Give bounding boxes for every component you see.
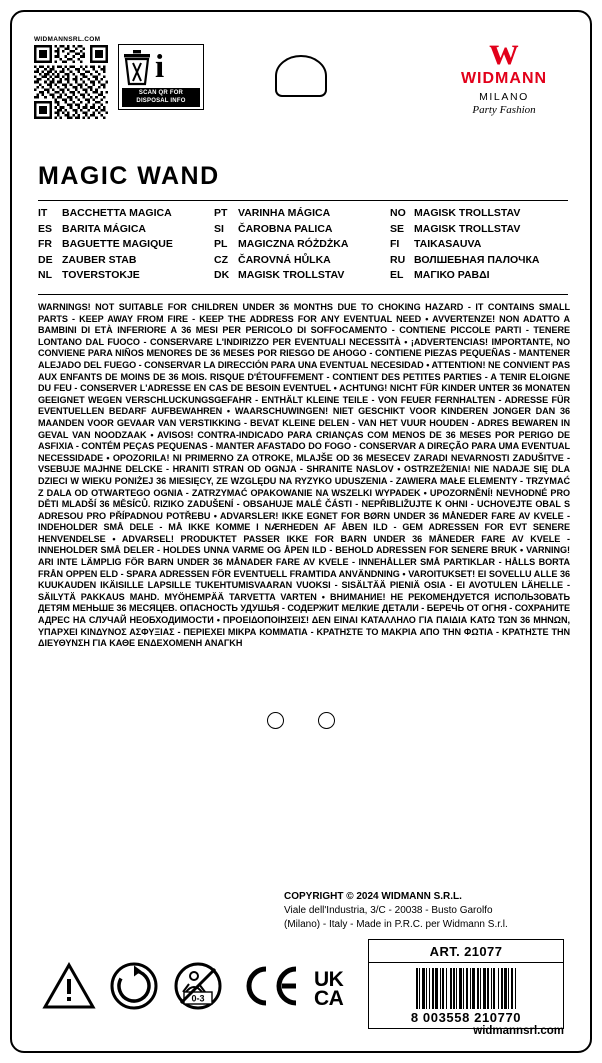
qr-url-label: WIDMANNSRL.COM [34, 36, 101, 43]
brand-logo [444, 28, 564, 116]
divider-bottom [38, 294, 568, 295]
language-row [390, 206, 568, 222]
language-row [38, 237, 214, 253]
language-row [390, 222, 568, 238]
language-row [390, 268, 568, 284]
language-code: SE [390, 222, 405, 235]
language-row [38, 268, 214, 284]
language-name: ΜΑΓΙΚΟ ΡΑΒΔΙ [414, 269, 490, 281]
hang-hole-cutout [253, 36, 349, 110]
language-code: ES [38, 222, 53, 235]
language-code: SI [214, 222, 224, 235]
ukca-line-2: CA [314, 986, 344, 1010]
qr-block [34, 36, 112, 119]
language-code: DE [38, 253, 53, 266]
language-code: IT [38, 207, 48, 219]
disposal-info-block [118, 44, 204, 110]
language-name: MAGISK TROLLSTAV [414, 222, 521, 235]
language-row [38, 206, 214, 222]
language-row [38, 253, 214, 269]
divider-top [38, 200, 568, 201]
product-label-card [10, 10, 592, 1053]
language-code: NL [38, 269, 52, 281]
language-name: MAGISK TROLLSTAV [238, 269, 345, 281]
ean-number: 8 003558 210770 [410, 1010, 522, 1025]
barcode-block [368, 939, 564, 1029]
language-name: ČAROBNA PALICA [238, 222, 333, 235]
language-name: TAIKASAUVA [414, 238, 482, 250]
language-row [214, 222, 390, 238]
language-code: NO [390, 207, 406, 219]
language-code: RU [390, 253, 406, 266]
language-list [38, 206, 568, 284]
language-column-1 [38, 206, 214, 284]
brand-name: WIDMANN [460, 70, 548, 87]
language-code: PL [214, 238, 228, 250]
language-row [214, 206, 390, 222]
language-column-3 [390, 206, 568, 284]
language-column-2 [214, 206, 390, 284]
language-row [214, 268, 390, 284]
multilingual-warnings-text: WARNINGS! NOT SUITABLE FOR CHILDREN UNDER 36 MONTHS DUE TO CHOKING HAZARD - IT CONTAINS SMALL PARTS - KEEP AWAY FROM FIRE - KEEP THE ADDRESS FOR ANY EVENTUAL NEED • AVVERTENZE! NON ADATTO A BAMBINI DI ETÀ INFERIORE A 36 MESI PER PERICOLO DI SOFFOCAMENTO - CONTIENE PICCOLE PARTI - TENERE LONTANO DAL FUOCO - CONSERVARE L'INDIRIZZO PER EVENTUALI NECESSITÀ • ¡ADVERTENCIAS! IMPORTANTE, NO CONVIENE PARA NIÑOS MENORES DE 36 MESES POR RIESGO DE AHOGO - CONTIENE PIEZAS PEQUEÑAS - MANTENER ALEJADO DEL FUEGO - CONSERVAR LA DIRECCIÓN PARA UNA EVENTUAL NECESIDAD • ATTENTION! NE CONVIENT PAS AUX ENFANTS DE MOINS DE 36 MOIS. RISQUE D'ÉTOUFFEMENT - CONTIENT DES PETITES PARTIES - A TENIR ELOIGNE DU FEU - CONSERVER L'ADRESSE EN CAS DE BESOIN EVENTUEL • ACHTUNG! NICHT FÜR KINDER UNTER 36 MONATEN GEEIGNET WEGEN VERSCHLUCKUNGSGEFAHR - ENTHÄLT KLEINE TEILE - VON FEUER FERNHALTEN - ADRESSE FÜR EVENTUELLEN BEDARF AUFBEWAHREN • WAARSCHUWINGEN! NIET GESCHIKT VOOR KINDEREN JONGER DAN 36 MAANDEN VOOR GEVAAR VAN VERSTIKKING - BEVAT KLEINE DELEN - VAN HET VUUR HOUDEN - ADRES BEWAREN IN GEVAL VAN NOODZAAK • AVISOS! CONTRA-INDICADO PARA CRIANÇAS COM MENOS DE 36 MESES POR PERIGO DE ASFIXIA - CONTÉM PEÇAS PEQUENAS - MANTER AFASTADO DO FOGO - CONSERVAR A DIREÇÃO PARA UMA EVENTUAL NECESSIDADE • OPOZORILA! NI PRIMERNO ZA OTROKE, MLAJŠE OD 36 MESECEV ZARADI NEVARNOSTI ZADUŠITVE - VSEBUJE MAJHNE DELCKE - HRANITI STRAN OD OGNJA - SHRANITE NASLOV • OSTRZEŻENIA! NIE NADAJE SIĘ DLA DZIECI W WIEKU PONIŻEJ 36 MIESIĘCY, ZE WZGLĘDU NA RYZYKO UDUSZENIA - ZAWIERA MAŁE ELEMENTY - TRZYMAĆ Z DALA OD OTWARTEGO OGNIA - ZATRZYMAĆ OPAKOWANIE NA WSZELKI WYPADEK • UPOZORNĚNÍ! NEVHODNÉ PRO DĚTI MLADŠÍ 36 MĚSÍCŮ. RIZIKO ZADUŠENÍ - OBSAHUJE MALÉ ČÁSTI - NEPŘIBLIŽUJTE K OHNI - UCHOVEJTE OBAL S ADRESOU PRO PŘÍPADNOU POTŘEBU • ADVARSLER! IKKE EGNET FOR BØRN UNDER 36 MÅNEDER FARE AV KVELE - INDEHOLDER SMÅ DELE - MÅ IKKE KOMME I NÆRHEDEN AF ÅBEN ILD - GEM ADRESSEN FOR EVT SENERE HENVENDELSE • ADVARSEL! PRODUKTET PASSER IKKE FOR BARN UNDER 36 MÅNEDER FARE AV KVELE - INNEHOLDER SMÅ DELER - HOLDES UNNA VARME OG ÅPEN ILD - BEHOLD ADRESSEN FOR SENERE BRUK • VARNING! ARI INTE LÄMPLIG FÖR BARN UNDER 36 MÅNADER FARE AV KVELE - INNEHÅLLER SMÅ PARTIKLAR - HÅLLS BORTA FRÅN OPPEN ELD - SPARA ADRESSEN FÖR EVENTUELL FRAMTIDA ANVÄNDNING • VAROITUKSET! EI SOVELLU ALLE 36 KUUKAUDEN IKÄISILLE LAPSILLE TUKEHTUMISVAARAN VUOKSI - SISÄLTÄÄ PIENIÄ OSIA - EI AVOTULEN LÄHELLE - SÄILYTÄ PAKKAUS MAHD. MYÖHEMPÄÄ TARVETTA VARTEN • ВНИМАНИЕ! НЕ РЕКОМЕНДУЕТСЯ ИСПОЛЬЗОВАТЬ ДЕТЯМ МЕНЬШЕ 36 МЕСЯЦЕВ. ОПАСНОСТЬ УДУШЬЯ - СОДЕРЖИТ МЕЛКИЕ ДЕТАЛИ - БЕРЕЧЬ ОТ ОГНЯ - СОХРАНИТЕ АДРЕС НА СЛУЧАЙ НЕОБХОДИМОСТИ • ΠΡΟΕΙΔΟΠΟΙΗΣΕΙΣ! ΔΕΝ ΕΙΝΑΙ ΚΑΤΑΛΛΗΛΟ ΓΙΑ ΠΑΙΔΙΑ ΚΑΤΩ ΤΩΝ 36 ΜΗΝΩΝ, ΥΠΑΡΧΕΙ ΚΙΝΔΥΝΟΣ ΑΣΦΥΞΙΑΣ - ΠΕΡΙΕΧΕΙ ΜΙΚΡΑ ΚΟΜΜΑΤΙΑ - ΚΡΑΤΗΣΤΕ ΤΟ ΜΑΚΡΙΑ ΑΠΟ ΤΗΝ ΦΩΤΙΑ - ΚΡΑΤΗΣΤΕ ΤΗΝ ΔΙΕΥΘΥΝΣΗ ΓΙΑ ΚΑΘΕ ΕΝΔΕΧΟΜΕΝΗ ΑΝΑΓΚΗ [38, 302, 570, 649]
language-name: BARITA MÁGICA [62, 222, 146, 235]
punch-holes [12, 712, 590, 729]
language-code: FR [38, 238, 52, 250]
disposal-caption: SCAN QR FOR DISPOSAL INFO [122, 88, 200, 107]
language-name: MAGISK TROLLSTAV [414, 207, 521, 219]
copyright-line-3: (Milano) - Italy - Made in P.R.C. per Widmann S.r.l. [284, 919, 508, 930]
ukca-line-1: UK [314, 967, 344, 991]
language-name: ČAROVNÁ HŮLKA [238, 253, 331, 266]
language-code: PT [214, 207, 228, 219]
website-label[interactable]: widmannsrl.com [473, 1025, 564, 1037]
language-code: DK [214, 269, 230, 281]
language-code: FI [390, 238, 400, 250]
qr-code-icon[interactable] [34, 45, 108, 119]
copyright-line-2: Viale dell'Industria, 3/C - 20038 - Busto Garolfo [284, 905, 493, 916]
copyright-line-1: COPYRIGHT © 2024 WIDMANN S.R.L. [284, 891, 462, 902]
language-name: TOVERSTOKJE [62, 269, 140, 281]
age-label: 0-3 [191, 993, 205, 1004]
product-title: MAGIC WAND [38, 162, 220, 190]
language-row [38, 222, 214, 238]
compliance-symbols [42, 962, 343, 1015]
brand-tagline: Party Fashion [472, 104, 536, 116]
punch-hole-right [318, 712, 335, 729]
language-name: ВОЛШЕБНАЯ ПАЛОЧКА [414, 253, 540, 266]
warning-triangle-icon [42, 962, 96, 1015]
language-name: VARINHA MÁGICA [238, 207, 331, 219]
language-code: EL [390, 269, 404, 281]
brand-mark-letter: w [489, 28, 519, 73]
punch-hole-left [267, 712, 284, 729]
language-name: ZAUBER STAB [62, 253, 137, 266]
ukca-mark-icon [314, 967, 344, 1010]
language-row [390, 237, 568, 253]
language-row [390, 253, 568, 269]
age-restriction-0-3-icon [172, 962, 224, 1015]
brand-city: MILANO [479, 91, 529, 103]
ce-mark-icon [238, 963, 300, 1014]
language-row [214, 253, 390, 269]
label-header [12, 12, 590, 142]
copyright-block [284, 890, 564, 932]
waste-bin-icon [122, 48, 152, 86]
language-name: BAGUETTE MAGIQUE [62, 238, 173, 250]
language-name: MAGICZNA RÓŻDŻKA [238, 238, 349, 250]
language-code: CZ [214, 253, 228, 266]
info-i-icon: i [155, 48, 165, 85]
language-row [214, 237, 390, 253]
barcode-bars [369, 963, 563, 1009]
language-name: BACCHETTA MAGICA [62, 207, 172, 219]
article-number: ART. 21077 [369, 944, 563, 963]
recycling-loop-icon [110, 962, 158, 1015]
